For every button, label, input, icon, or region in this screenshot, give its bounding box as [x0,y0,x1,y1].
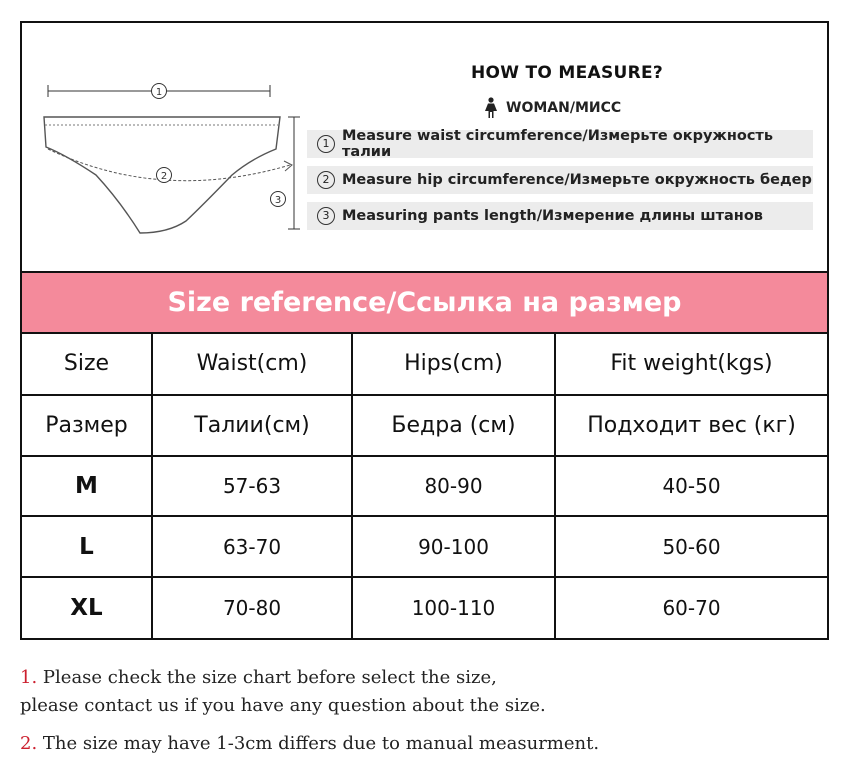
measure-steps [307,130,813,238]
note-text: The size may have 1-3cm differs due to manual measurment. [42,733,600,754]
woman-label: WOMAN/МИСС [506,100,622,116]
note-1 [20,664,830,720]
weight-cell: 40-50 [555,456,827,517]
header-cell: Бедра (см) [352,395,555,456]
header-cell: Waist(cm) [152,334,352,395]
size-guide-frame [20,21,829,640]
measure-step-waist [307,130,813,158]
header-cell: Размер [22,395,152,456]
weight-cell: 60-70 [555,577,827,638]
size-cell: XL [22,577,152,638]
measure-step-length [307,202,813,230]
hips-cell: 100-110 [352,577,555,638]
how-to-measure-title: HOW TO MEASURE? [470,63,664,83]
svg-text:1: 1 [155,87,163,98]
note-text: please contact us if you have any question about the size. [20,695,546,716]
svg-text:2: 2 [160,171,168,182]
weight-cell: 50-60 [555,516,827,577]
waist-cell: 70-80 [152,577,352,638]
step-text: Measure waist circumference/Измерьте окружность талии [342,128,774,160]
header-cell: Подходит вес (кг) [555,395,827,456]
size-reference-banner: Size reference/Ссылка на размер [22,271,827,334]
step-number: 3 [317,207,335,225]
header-cell: Fit weight(kgs) [555,334,827,395]
hips-cell: 90-100 [352,516,555,577]
table-header-ru [22,395,827,456]
step-text: Measure hip circumference/Измерьте окружность бедер [342,172,812,188]
note-number: 1. [20,667,38,688]
header-cell: Hips(cm) [352,334,555,395]
step-number: 1 [317,135,335,153]
woman-label-row [484,97,621,119]
measure-step-hip [307,166,813,194]
svg-text:3: 3 [274,195,282,206]
note-number: 2. [20,733,38,754]
table-row [22,516,827,577]
size-cell: M [22,456,152,517]
waist-cell: 57-63 [152,456,352,517]
note-text: Please check the size chart before select the size, [42,667,497,688]
table-row [22,456,827,517]
panties-measure-diagram [36,79,326,249]
step-number: 2 [317,171,335,189]
size-table [22,334,827,638]
table-header-en [22,334,827,395]
size-notes [20,664,830,758]
size-cell: L [22,516,152,577]
how-to-measure-panel [22,23,827,271]
table-row [22,577,827,638]
hips-cell: 80-90 [352,456,555,517]
waist-cell: 63-70 [152,516,352,577]
step-text: Measuring pants length/Измерение длины штанов [342,208,763,224]
header-cell: Size [22,334,152,395]
note-2 [20,730,830,758]
woman-icon [484,97,498,119]
header-cell: Талии(см) [152,395,352,456]
